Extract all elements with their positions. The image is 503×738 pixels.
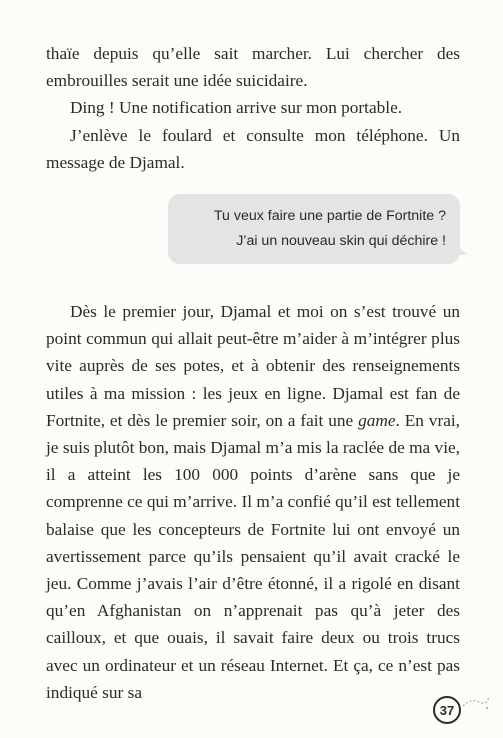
message-line-1: Tu veux faire une partie de Fortnite ? bbox=[213, 208, 446, 225]
paragraph-main-italic: game bbox=[358, 410, 396, 430]
page-number: 37 bbox=[439, 702, 455, 718]
page-ornament-icon bbox=[461, 692, 491, 714]
message-line-2: J’ai un nouveau skin qui déchire ! bbox=[236, 233, 446, 250]
paragraph-phone: J’enlève le foulard et consulte mon téléphone. Un message de Djamal. bbox=[46, 125, 460, 172]
message-bubble-wrapper bbox=[46, 194, 460, 264]
message-bubble bbox=[168, 194, 460, 264]
paragraph-main bbox=[46, 298, 460, 706]
paragraph-notification: Ding ! Une notification arrive sur mon portable. bbox=[70, 98, 403, 118]
page-text bbox=[46, 40, 460, 706]
section-gap bbox=[46, 264, 460, 298]
paragraph-continuation: thaïe depuis qu’elle sait marcher. Lui chercher des embrouilles serait une idée suicidaire. bbox=[46, 44, 460, 91]
paragraph-main-text-b: . En vrai, je suis plutôt bon, mais Djamal m’a mis la raclée de ma vie, il a atteint les 100 000 points d’arène sans que je comprenne ce qui m’arrive. Il m’a confié qu’il est tellement balaise que les concepteurs de Fortnite lui ont envoyé un avertissement parce qu’ils pensaient qu’il avait cracké le jeu. Comme j’avais l’air d’être étonné, il a rigolé en disant qu’en Afghanistan on n’apprenait pas qu’à jeter des cailloux, et que ouais, il savait faire deux ou trois trucs avec un ordinateur et un réseau Internet. Et ça, ce n’est pas indiqué sur sa bbox=[46, 410, 460, 702]
paragraph-main-text-a: Dès le premier jour, Djamal et moi on s’est trouvé un point commun qui allait peut-être m’aider à m’intégrer plus vite auprès de ses potes, et à obtenir des renseignements utiles à ma mission : les jeux en ligne. Djamal est fan de Fortnite, et dès le premier soir, on a fait une bbox=[46, 302, 460, 430]
page-number-badge bbox=[433, 696, 461, 724]
